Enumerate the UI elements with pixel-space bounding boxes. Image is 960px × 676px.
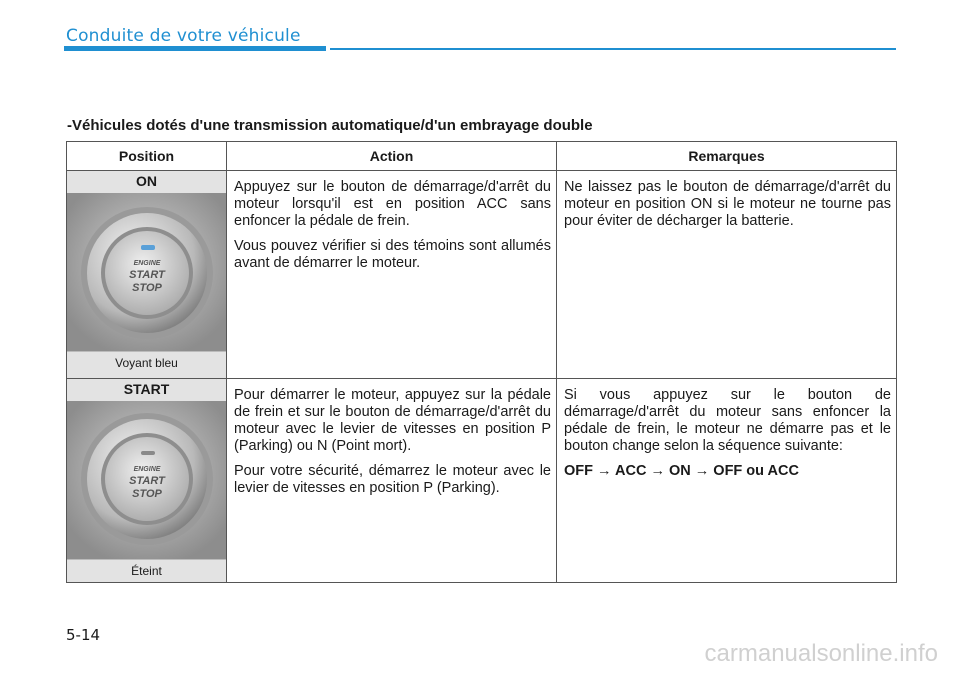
header-remarks: Remarques [557, 142, 897, 171]
start-button-table [66, 141, 897, 583]
button-text-engine: ENGINE [133, 260, 161, 267]
action-cell [227, 171, 557, 379]
button-text-stop: STOP [132, 282, 162, 294]
page-number: 5-14 [66, 626, 101, 644]
button-text-stop: STOP [132, 488, 162, 500]
header-rule-thick [64, 46, 326, 51]
position-caption: Voyant bleu [67, 351, 226, 374]
position-label: START [67, 379, 226, 401]
engine-start-button-image [67, 401, 226, 559]
state-sequence: OFF → ACC → ON → OFF ou ACC [564, 463, 799, 479]
action-cell [227, 379, 557, 583]
action-paragraph: Vous pouvez vérifier si des témoins sont allumés avant de démarrer le moteur. [234, 238, 551, 271]
indicator-light-icon [141, 451, 155, 455]
indicator-light-icon [141, 245, 155, 250]
position-caption: Éteint [67, 559, 226, 582]
header-action: Action [227, 142, 557, 171]
header-position: Position [67, 142, 227, 171]
table-header-row [67, 142, 897, 171]
button-text-engine: ENGINE [133, 466, 161, 473]
table-row [67, 379, 897, 583]
position-cell [67, 171, 227, 379]
table-row [67, 171, 897, 379]
action-paragraph: Pour démarrer le moteur, appuyez sur la pédale de frein et sur le bouton de démarrage/d'arrêt du moteur avec le levier de vitesses en position P (Parking) ou N (Point mort). [234, 387, 551, 454]
engine-start-button-image [67, 193, 226, 351]
position-cell [67, 379, 227, 583]
action-paragraph: Pour votre sécurité, démarrez le moteur avec le levier de vitesses en position P (Parking). [234, 463, 551, 496]
remarks-cell [557, 171, 897, 379]
chapter-title: Conduite de votre véhicule [66, 26, 301, 46]
remarks-paragraph: Si vous appuyez sur le bouton de démarrage/d'arrêt du moteur sans enfoncer la pédale de frein, le moteur ne démarre pas et le bouton change selon la séquence suivante: [564, 387, 891, 454]
header-rule-thin [330, 48, 896, 50]
position-label: ON [67, 171, 226, 193]
button-text-start: START [129, 269, 165, 281]
watermark: carmanualsonline.info [704, 640, 938, 667]
action-paragraph: Appuyez sur le bouton de démarrage/d'arrêt du moteur lorsqu'il est en position ACC sans enfoncer la pédale de frein. [234, 179, 551, 229]
button-text-start: START [129, 475, 165, 487]
remarks-paragraph: Ne laissez pas le bouton de démarrage/d'arrêt du moteur en position ON si le moteur ne tourne pas pour éviter de décharger la batterie. [564, 179, 891, 229]
section-title: -Véhicules dotés d'une transmission automatique/d'un embrayage double [67, 117, 593, 134]
remarks-cell [557, 379, 897, 583]
